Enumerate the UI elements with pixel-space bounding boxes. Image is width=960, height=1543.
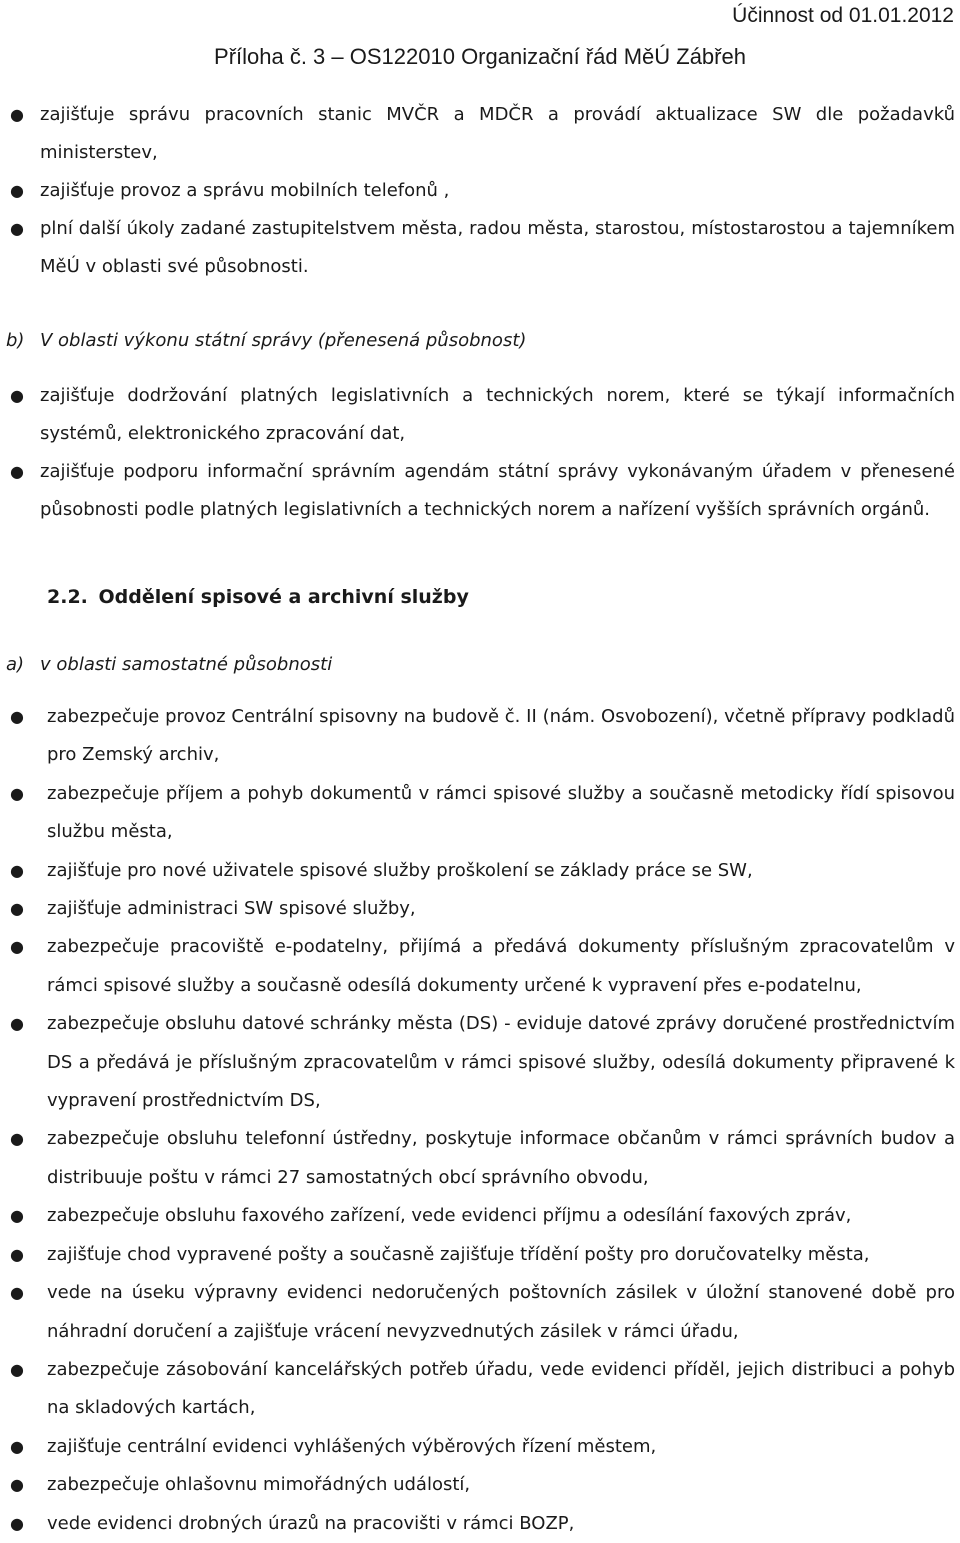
section-number: 2.2.	[47, 586, 88, 608]
bullet-icon: ●	[10, 1359, 24, 1379]
subsection-heading-a	[6, 654, 332, 675]
list-item: ● zajišťuje provoz a správu mobilních telefonů ,	[0, 172, 960, 210]
bullet-icon: ●	[10, 937, 24, 957]
subsection-text: V oblasti výkonu státní správy (přenesená působnost)	[40, 330, 527, 351]
list-item: ● zajišťuje podporu informační správním agendám státní správy vykonávaným úřadem v přenesené působnosti podle platných legislativních a technických norem a nařízení vyšších správních orgánů.	[0, 453, 960, 529]
list-item: ● vede na úseku výpravny evidenci nedoručených poštovních zásilek v úložní stanovené době pro náhradní doručení a zajišťuje vrácení nevyzvednutých zásilek v rámci úřadu,	[0, 1274, 960, 1351]
list-item: ● zabezpečuje pracoviště e-podatelny, přijímá a předává dokumenty příslušným zpracovatelům v rámci spisové služby a současně odesílá dokumenty určené k vypravení přes e-podatelnu,	[0, 928, 960, 1005]
list-item: ● plní další úkoly zadané zastupitelstvem města, radou města, starostou, místostarostou a tajemníkem MěÚ v oblasti své působnosti.	[0, 210, 960, 286]
list-item: ● zajišťuje pro nové uživatele spisové služby proškolení se základy práce se SW,	[0, 852, 960, 890]
bullet-icon: ●	[10, 1475, 24, 1495]
list-item: ● zabezpečuje zásobování kancelářských potřeb úřadu, vede evidenci příděl, jejich distribuci a pohyb na skladových kartách,	[0, 1351, 960, 1428]
list-item: ● vede evidenci drobných úrazů na pracovišti v rámci BOZP,	[0, 1505, 960, 1543]
bullet-icon: ●	[10, 783, 24, 803]
effective-date: Účinnost od 01.01.2012	[732, 4, 954, 27]
document-title: Příloha č. 3 – OS122010 Organizační řád MěÚ Zábřeh	[214, 44, 746, 69]
list-item: ● zabezpečuje obsluhu datové schránky města (DS) - eviduje datové zprávy doručené prostřednictvím DS a předává je příslušným zpracovatelům v rámci spisové služby, odesílá dokumenty připravené k vypravení prostřednictvím DS,	[0, 1005, 960, 1120]
list-item: ● zabezpečuje obsluhu telefonní ústředny, poskytuje informace občanům v rámci správních budov a distribuuje poštu v rámci 27 samostatných obcí správního obvodu,	[0, 1120, 960, 1197]
bullet-icon: ●	[10, 386, 24, 405]
section-title-text: Oddělení spisové a archivní služby	[98, 586, 469, 608]
bullet-icon: ●	[10, 181, 24, 200]
list-item: ● zajišťuje centrální evidenci vyhlášených výběrových řízení městem,	[0, 1428, 960, 1466]
list-item: ● zajišťuje chod vypravené pošty a současně zajišťuje třídění pošty pro doručovatelky města,	[0, 1236, 960, 1274]
bullet-icon: ●	[10, 860, 24, 880]
list-item: ● zajišťuje dodržování platných legislativních a technických norem, které se týkají informačních systémů, elektronického zpracování dat,	[0, 377, 960, 453]
bullet-icon: ●	[10, 1283, 24, 1303]
bullet-icon: ●	[10, 899, 24, 919]
subsection-letter: b)	[6, 330, 25, 351]
list-item: ● zabezpečuje ohlašovnu mimořádných událostí,	[0, 1466, 960, 1504]
bullet-icon: ●	[10, 1513, 24, 1533]
bullet-icon: ●	[10, 219, 24, 238]
bullet-list-registry-duties	[0, 698, 960, 1543]
list-item: ● zabezpečuje příjem a pohyb dokumentů v rámci spisové služby a současně metodicky řídí spisovou službu města,	[0, 775, 960, 852]
list-item: ● zabezpečuje provoz Centrální spisovny na budově č. II (nám. Osvobození), včetně přípravy podkladů pro Zemský archiv,	[0, 698, 960, 775]
list-item: ● zabezpečuje obsluhu faxového zařízení, vede evidenci příjmu a odesílání faxových zpráv,	[0, 1197, 960, 1235]
bullet-icon: ●	[10, 105, 24, 124]
bullet-list-state-admin	[0, 377, 960, 529]
subsection-heading-b	[6, 330, 526, 351]
subsection-text: v oblasti samostatné působnosti	[40, 654, 333, 675]
subsection-letter: a)	[6, 654, 25, 675]
bullet-icon: ●	[10, 1206, 24, 1226]
section-heading	[47, 586, 469, 608]
list-item: ● zajišťuje správu pracovních stanic MVČR a MDČR a provádí aktualizace SW dle požadavků ministerstev,	[0, 96, 960, 172]
bullet-icon: ●	[10, 707, 24, 726]
bullet-icon: ●	[10, 1129, 24, 1149]
bullet-icon: ●	[10, 1436, 24, 1456]
bullet-icon: ●	[10, 1014, 24, 1034]
bullet-icon: ●	[10, 1244, 24, 1264]
list-item: ● zajišťuje administraci SW spisové služby,	[0, 890, 960, 928]
bullet-icon: ●	[10, 462, 24, 481]
bullet-list-it-duties	[0, 96, 960, 286]
